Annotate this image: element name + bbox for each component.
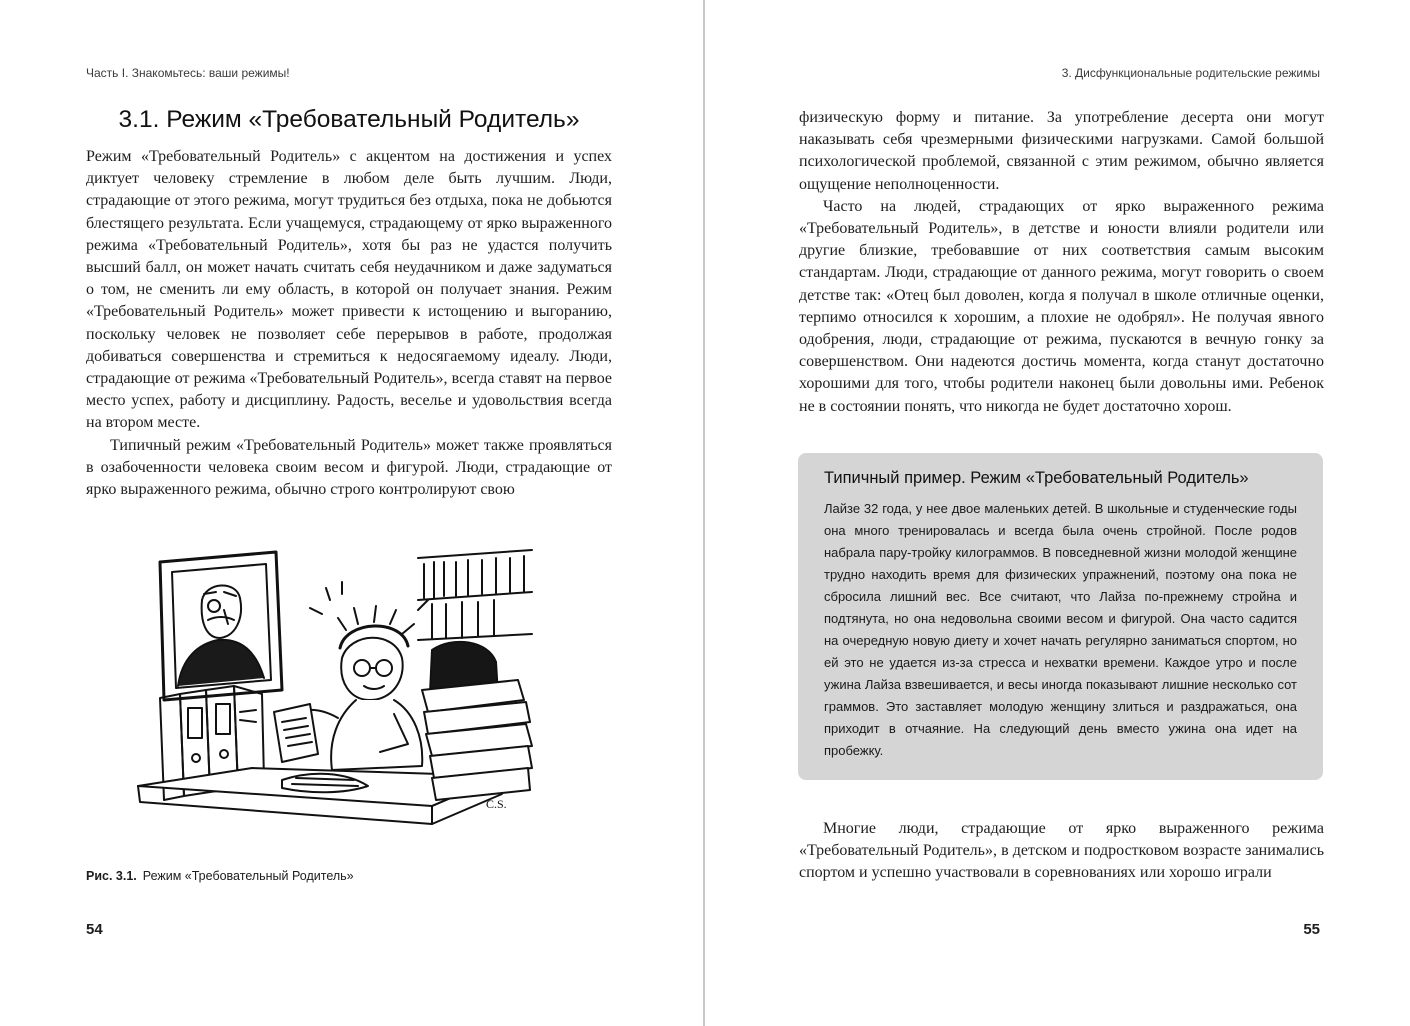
left-body-text: [86, 146, 612, 501]
example-box-text: Лайзе 32 года, у нее двое маленьких детей. В школьные и студенческие годы она много тренировалась и всегда была очень стройной. После родов набрала пару-тройку килограммов. В повседневной жизни молодой женщине трудно находить время для физических упражнений, поэтому она пока не сбросила лишний вес. Все считают, что Лайза по-прежнему стройна и подтянута, но она недовольна своими весом и фигурой. Она часто садится на очередную новую диету и хочет начать регулярно заниматься спортом, но ей это не удается из-за стресса и нехватки времени. Каждое утро и после ужина Лайза взвешивается, и весы иногда показывают лишние несколько сот граммов. Это заставляет молодую женщину злиться и раздражаться, она приходит в отчаяние. На следующий день вместо ужина она идет на пробежку.: [824, 501, 1297, 758]
illustration-signature: C.S.: [486, 797, 507, 811]
example-box-title: Типичный пример. Режим «Требовательный Родитель»: [824, 469, 1249, 487]
file-shelf: [418, 550, 532, 640]
page-number-left: 54: [86, 921, 103, 938]
figure-caption-text: Режим «Требовательный Родитель»: [142, 869, 354, 883]
left-paragraph-1: Режим «Требовательный Родитель» с акцентом на достижения и успех диктует человеку стремление в любом деле быть лучшим. Люди, страдающие от этого режима, могут трудиться без отдыха, пока не добьются блестящего результата. Если учащемуся, страдающему от ярко выраженного режима «Требовательный Родитель», хотя бы раз не удастся получить высший балл, он может начать считать себя неудачником и даже задуматься о том, не сменить ли ему область, в которой он получает знания. Режим «Требовательный Родитель» может привести к истощению и выгоранию, поскольку человек не позволяет себе перерывов в работе, продолжая добиваться совершенства и стремиться к недосягаемому идеалу. Люди, страдающие от режима «Требовательный Родитель», всегда ставят на первое место успех, работу и дисциплину. Радость, веселье и удовольствия всегда на втором месте.: [86, 148, 612, 432]
portrait-frame: [160, 552, 282, 700]
left-page: [0, 0, 704, 1026]
right-paragraph-1: физическую форму и питание. За употребление десерта они могут наказывать себя чрезмерными физическими нагрузками. Самой большой психологической проблемой, связанной с этим режимом, обычно является ощущение неполноценности.: [799, 109, 1324, 193]
right-page: [706, 0, 1410, 1026]
right-paragraph-2: Часто на людей, страдающих от ярко выраженного режима «Требовательный Родитель», в детстве и юности влияли родители или другие близкие, требовавшие от них соответствия самым высоким стандартам. Люди, страдающие от данного режима, могут говорить о своем детстве так: «Отец был доволен, когда я получал в школе отличные оценки, терпимо относился к хорошим, а плохие не одобрял». Не получая явного одобрения, люди, страдающие от режима, пускаются в вечную гонку за совершенством. Они надеются достичь момента, когда станут достаточно хорошими для того, чтобы родители наконец были довольны ими. Ребенок не в состоянии понять, что никогда не будет достаточно хорош.: [799, 197, 1324, 415]
left-paragraph-2: Типичный режим «Требовательный Родитель» может также проявляться в озабоченности человека своим весом и фигурой. Люди, страдающие от ярко выраженного режима, обычно строго контролируют свою: [86, 436, 612, 499]
right-paragraph-3: Многие люди, страдающие от ярко выраженного режима «Требовательный Родитель», в детском и подростковом возрасте занимались спортом и успешно участвовали в соревнованиях или хорошо играли: [799, 820, 1324, 882]
right-body-text-bottom: [799, 818, 1324, 885]
right-body-text-top: [799, 107, 1324, 418]
figure-caption: [86, 869, 354, 883]
section-title: 3.1. Режим «Требовательный Родитель»: [118, 106, 580, 133]
running-head-right: 3. Дисфункциональные родительские режимы: [1061, 66, 1320, 80]
demanding-parent-illustration: [132, 540, 534, 842]
folder-stack: [422, 680, 532, 800]
paper-sheet: [274, 704, 318, 762]
page-number-right: 55: [1303, 921, 1320, 938]
book-gutter: [703, 0, 705, 1026]
running-head-left: Часть I. Знакомьтесь: ваши режимы!: [86, 66, 290, 80]
figure-caption-label: Рис. 3.1.: [86, 869, 137, 883]
example-box: [798, 453, 1323, 780]
stressed-man: [298, 582, 428, 770]
